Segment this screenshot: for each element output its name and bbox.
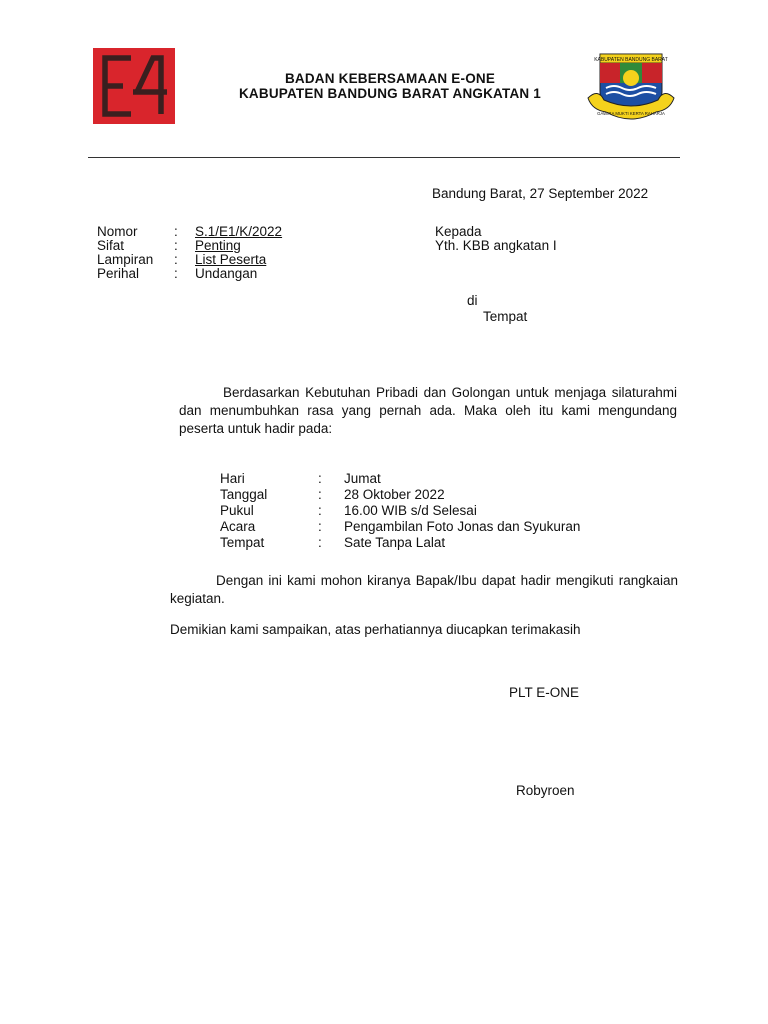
body-paragraph-1: Berdasarkan Kebutuhan Pribadi dan Golongan untuk menjaga silaturahmi dan menumbuhkan rasa yang pernah ada. Maka oleh itu kami mengundang peserta untuk hadir pada: — [179, 385, 677, 436]
kbb-top-text: KABUPATEN BANDUNG BARAT — [594, 57, 668, 63]
body-paragraph-3: Demikian kami sampaikan, atas perhatiannya diucapkan terimakasih — [170, 622, 581, 637]
event-colon: : — [318, 487, 322, 502]
event-label-hari: Hari — [220, 471, 245, 486]
event-value-pukul: 16.00 WIB s/d Selesai — [344, 503, 477, 518]
event-label-pukul: Pukul — [220, 503, 254, 518]
kbb-logo — [584, 48, 678, 124]
event-value-hari: Jumat — [344, 471, 381, 486]
recipient-yth: Yth. KBB angkatan I — [435, 238, 557, 253]
e1-logo — [93, 48, 175, 124]
signature-name: Robyroen — [516, 783, 575, 798]
meta-label-sifat: Sifat — [97, 238, 125, 253]
meta-label-perihal: Perihal — [97, 266, 140, 281]
letter-date: Bandung Barat, 27 September 2022 — [432, 186, 649, 201]
meta-colon: : — [174, 238, 178, 253]
event-colon: : — [318, 471, 322, 486]
meta-label-nomor: Nomor — [97, 224, 138, 239]
event-value-tempat: Sate Tanpa Lalat — [344, 535, 446, 550]
kbb-logo-graphic — [584, 48, 678, 124]
kbb-red-panel — [600, 63, 620, 83]
event-colon: : — [318, 535, 322, 550]
kbb-red-panel-right — [642, 63, 662, 83]
kbb-motto: GAWIRA MUKTI KERTA RAHARJA — [597, 111, 665, 116]
header-divider — [88, 157, 680, 158]
recipient-kepada: Kepada — [435, 224, 482, 239]
kbb-sun — [623, 70, 639, 86]
meta-label-lampiran: Lampiran — [97, 252, 154, 267]
event-label-tanggal: Tanggal — [220, 487, 268, 502]
signature-title: PLT E-ONE — [509, 685, 580, 700]
body-paragraph-2: Dengan ini kami mohon kiranya Bapak/Ibu dapat hadir mengikuti rangkaian kegiatan. — [170, 573, 678, 606]
header-line-1: BADAN KEBERSAMAAN E-ONE — [284, 71, 496, 86]
meta-value-nomor: S.1/E1/K/2022 — [195, 224, 283, 239]
recipient-tempat: Tempat — [483, 309, 528, 324]
meta-colon: : — [174, 252, 178, 267]
event-label-acara: Acara — [220, 519, 256, 534]
header-line-2: KABUPATEN BANDUNG BARAT ANGKATAN 1 — [238, 86, 542, 101]
event-colon: : — [318, 503, 322, 518]
meta-colon: : — [174, 224, 178, 239]
meta-value-lampiran: List Peserta — [195, 252, 267, 267]
event-value-tanggal: 28 Oktober 2022 — [344, 487, 445, 502]
event-colon: : — [318, 519, 322, 534]
event-label-tempat: Tempat — [220, 535, 265, 550]
meta-colon: : — [174, 266, 178, 281]
e1-logo-graphic — [93, 48, 175, 124]
meta-value-perihal: Undangan — [195, 266, 258, 281]
meta-value-sifat: Penting — [195, 238, 241, 253]
recipient-di: di — [467, 293, 478, 308]
event-value-acara: Pengambilan Foto Jonas dan Syukuran — [344, 519, 581, 534]
